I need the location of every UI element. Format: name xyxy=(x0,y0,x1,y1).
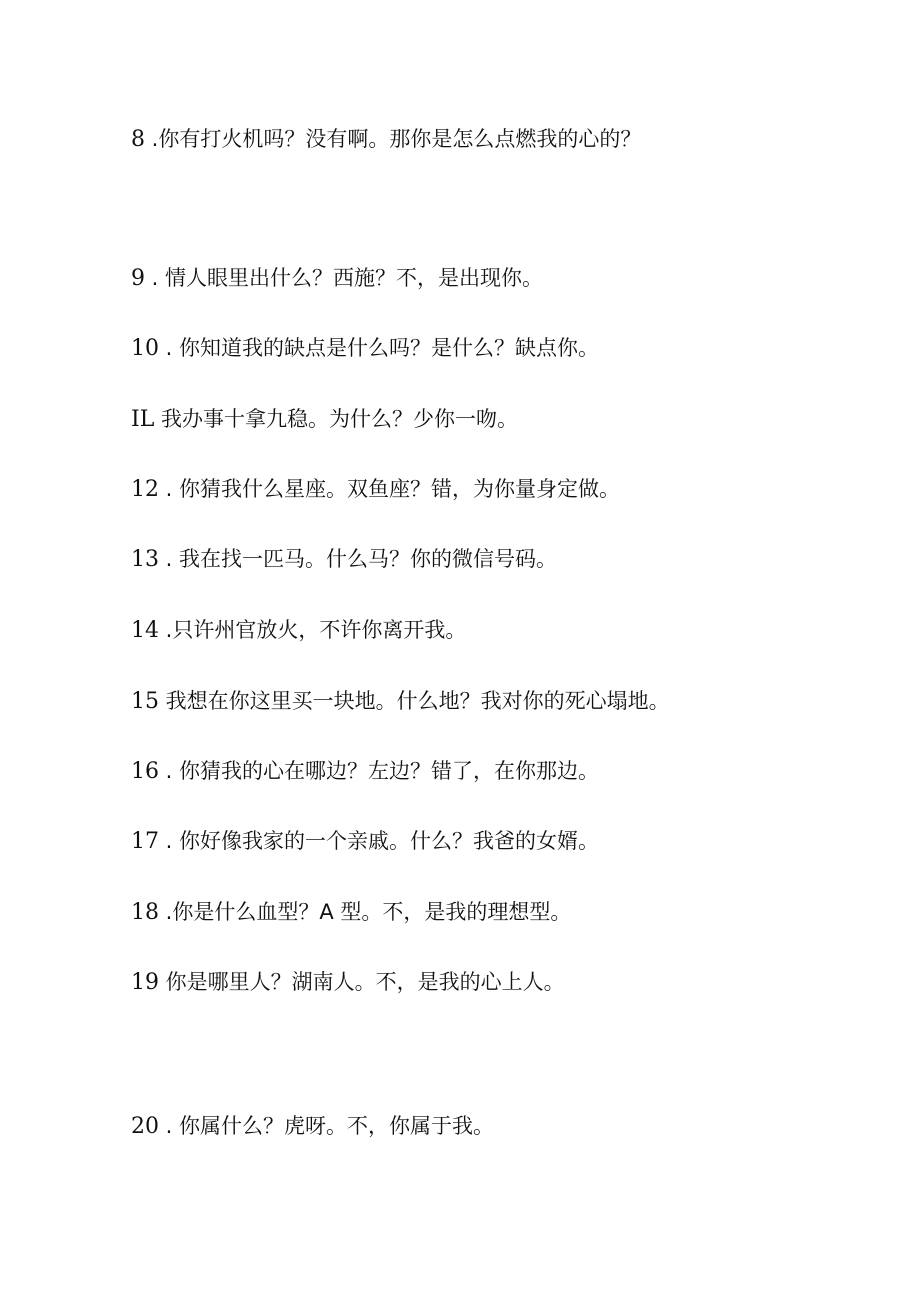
item-number: 13 xyxy=(131,547,159,572)
item-number: 19 xyxy=(131,970,159,995)
item-number: 8 xyxy=(131,127,145,152)
item-number: 9 xyxy=(131,266,145,291)
item-number: 14 xyxy=(131,618,159,643)
item-number: IL xyxy=(131,407,155,432)
list-item xyxy=(131,476,620,503)
list-item xyxy=(131,828,599,855)
list-item xyxy=(131,265,543,292)
list-item xyxy=(131,1113,494,1140)
item-number: 20 xyxy=(131,1114,159,1139)
item-number: 12 xyxy=(131,477,159,502)
item-text: . 你属什么？虎呀。不，你属于我。 xyxy=(159,1114,495,1138)
item-text: 我办事十拿九稳。为什么？少你一吻。 xyxy=(154,407,518,431)
list-item xyxy=(131,406,518,433)
item-text: . 我在找一匹马。什么马？你的微信号码。 xyxy=(159,547,558,571)
list-item xyxy=(131,688,670,715)
item-text: .你是什么血型？A 型。不，是我的理想型。 xyxy=(159,900,572,924)
item-text: . 你猜我的心在哪边？左边？错了，在你那边。 xyxy=(159,759,600,783)
item-number: 18 xyxy=(131,900,159,925)
item-text: .只许州官放火，不许你离开我。 xyxy=(159,618,467,642)
item-text: . 情人眼里出什么？西施？不，是出现你。 xyxy=(145,266,544,290)
list-item xyxy=(131,617,466,644)
item-number: 16 xyxy=(131,759,159,784)
list-item xyxy=(131,899,571,926)
item-text: . 你知道我的缺点是什么吗？是什么？缺点你。 xyxy=(159,336,600,360)
item-text: . 你猜我什么星座。双鱼座？错，为你量身定做。 xyxy=(159,477,621,501)
list-item xyxy=(131,758,599,785)
item-number: 15 xyxy=(131,689,159,714)
list-item xyxy=(131,335,599,362)
list-item xyxy=(131,126,641,153)
item-text: . 你好像我家的一个亲戚。什么？我爸的女婿。 xyxy=(159,829,600,853)
list-item xyxy=(131,546,557,573)
item-text: 我想在你这里买一块地。什么地？我对你的死心塌地。 xyxy=(159,689,670,713)
item-text: 你是哪里人？湖南人。不，是我的心上人。 xyxy=(159,970,565,994)
item-text: .你有打火机吗？没有啊。那你是怎么点燃我的心的？ xyxy=(145,127,642,151)
list-item xyxy=(131,969,565,996)
item-number: 17 xyxy=(131,829,159,854)
item-number: 10 xyxy=(131,336,159,361)
